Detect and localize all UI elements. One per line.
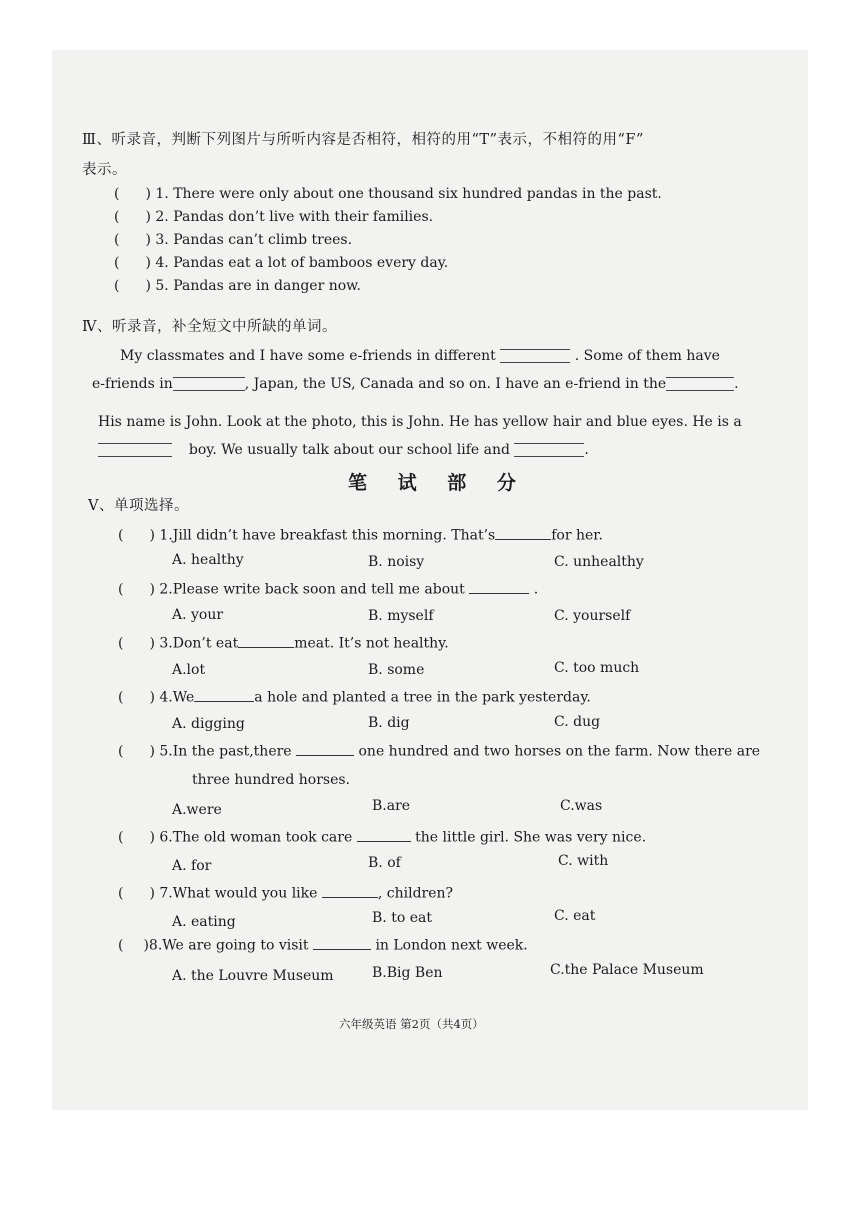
option-a: A.lot [172,662,206,678]
option-a: A. healthy [172,552,244,568]
section5-heading: Ⅴ、单项选择。 [88,498,189,514]
option-b: B.are [372,798,411,814]
option-a: A.were [172,802,222,818]
option-b: B.Big Ben [372,965,443,981]
section4-heading: Ⅳ、听录音，补全短文中所缺的单词。 [82,319,337,335]
option-c: C. with [558,853,609,869]
s5-question-5-cont: three hundred horses. [192,772,350,788]
s5-blank [322,884,378,898]
s5-blank [495,526,551,540]
s5-question-8: ( )8.We are going to visit in London next week. [118,937,528,954]
s5-blank [313,936,371,950]
s5-question-7: ( ) 7.What would you like , children? [118,885,454,902]
s5-question-1: ( ) 1.Jill didn’t have breakfast this morning. That’s for her. [118,527,603,544]
s4-blank-4 [98,443,172,457]
option-c: C. eat [554,908,596,924]
s4-blank-1 [500,349,570,363]
s5-blank [469,580,529,594]
option-c: C.was [560,798,603,814]
section3-heading-line1: Ⅲ、听录音，判断下列图片与所听内容是否相符，相符的用“T”表示，不相符的用“F” [82,132,644,148]
s4-line-1: My classmates and I have some e-friends in different . Some of them have [120,348,720,364]
option-b: B. myself [368,608,434,624]
s3-item-5: ( ) 5. Pandas are in danger now. [114,278,361,294]
s5-question-2: ( ) 2.Please write back soon and tell me about . [118,581,539,598]
section3-heading-line2: 表示。 [82,162,127,178]
option-b: B. dig [368,715,410,731]
option-b: B. to eat [372,910,432,926]
option-a: A. the Louvre Museum [172,968,334,984]
s3-item-3: ( ) 3. Pandas can’t climb trees. [114,232,353,248]
s5-blank [238,634,294,648]
option-a: A. digging [172,716,245,732]
option-a: A. for [172,858,212,874]
s5-question-5: ( ) 5.In the past,there one hundred and two horses on the farm. Now there are [118,743,761,760]
page-footer: 六年级英语 第2页（共4页） [339,1017,484,1031]
option-b: B. of [368,855,401,871]
s5-question-4: ( ) 4.We a hole and planted a tree in the park yesterday. [118,689,591,706]
s5-blank [296,742,354,756]
option-c: C. unhealthy [554,554,644,570]
option-c: C. dug [554,714,601,730]
s4-line-4: boy. We usually talk about our school life and . [98,442,589,458]
written-part-title: 笔 试 部 分 [348,472,528,494]
s5-blank [357,828,411,842]
option-a: A. eating [172,914,236,930]
s5-blank [194,688,254,702]
option-c: C.the Palace Museum [550,962,704,978]
s4-blank-5 [514,443,584,457]
s5-question-6: ( ) 6.The old woman took care the little girl. She was very nice. [118,829,647,846]
s4-line-2: e-friends in , Japan, the US, Canada and so on. I have an e-friend in the . [92,376,739,392]
exam-page [52,50,808,1110]
s4-blank-3 [666,377,734,391]
option-b: B. some [368,662,425,678]
option-b: B. noisy [368,554,425,570]
s5-question-3: ( ) 3.Don’t eat meat. It’s not healthy. [118,635,449,652]
s3-item-2: ( ) 2. Pandas don’t live with their families. [114,209,434,225]
s4-blank-2 [173,377,245,391]
option-c: C. yourself [554,608,631,624]
s4-line-3: His name is John. Look at the photo, this is John. He has yellow hair and blue eyes. He is a [98,414,742,430]
s3-item-4: ( ) 4. Pandas eat a lot of bamboos every day. [114,255,449,271]
option-a: A. your [172,607,224,623]
option-c: C. too much [554,660,640,676]
s3-item-1: ( ) 1. There were only about one thousand six hundred pandas in the past. [114,186,662,202]
